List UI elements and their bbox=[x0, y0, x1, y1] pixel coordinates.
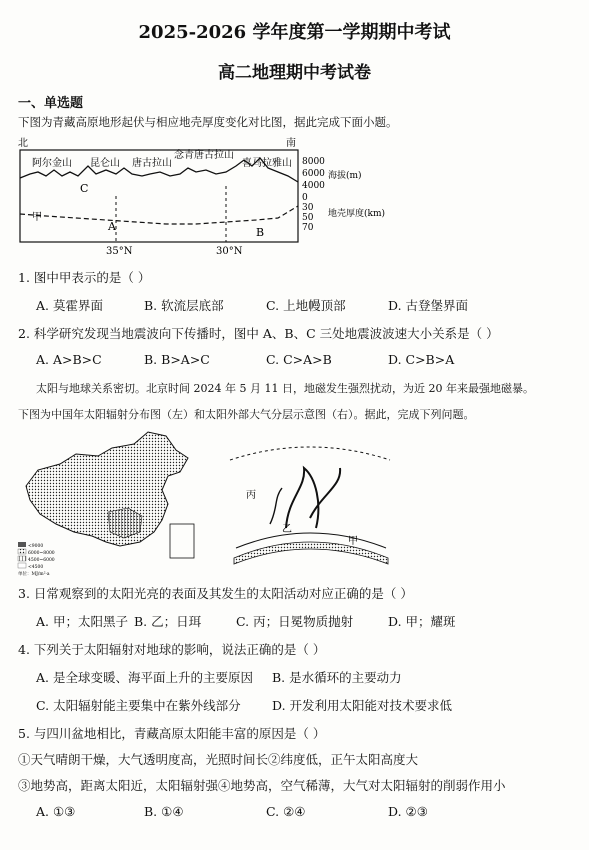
mountain-label: 念青唐古拉山 bbox=[174, 150, 234, 161]
q5-option-a[interactable]: A. ①③ bbox=[36, 804, 76, 819]
q5-statement-line: ①天气晴朗干燥，大气透明度高，光照时间长②纬度低，正午太阳高度大 bbox=[18, 752, 419, 767]
question-4: 4. 下列关于太阳辐射对地球的影响，说法正确的是（ ） bbox=[18, 642, 326, 657]
q2-option-b[interactable]: B. B>A>C bbox=[144, 352, 210, 367]
q3-option-b[interactable]: B. 乙；日珥 bbox=[134, 614, 202, 629]
photosphere-band bbox=[234, 542, 388, 564]
exam-title: 2025-2026 学年度第一学期期中考试 bbox=[138, 22, 451, 43]
jia-label: 甲 bbox=[348, 536, 358, 547]
scale-label: 海拔(m) bbox=[328, 171, 362, 181]
scale-value: 30 bbox=[302, 203, 314, 213]
q4-option-d[interactable]: D. 开发利用太阳能对技术要求低 bbox=[272, 698, 453, 713]
q4-option-a[interactable]: A. 是全球变暖、海平面上升的主要原因 bbox=[36, 670, 253, 685]
sun-atmosphere-figure bbox=[226, 438, 394, 578]
question-1: 1. 图中甲表示的是（ ） bbox=[18, 270, 151, 285]
point-a-label: A bbox=[108, 220, 116, 233]
q1-option-c[interactable]: C. 上地幔顶部 bbox=[266, 298, 346, 313]
question-3: 3. 日常观察到的太阳光亮的表面及其发生的太阳活动对应正确的是（ ） bbox=[18, 586, 413, 601]
scale-value: 8000 bbox=[302, 157, 325, 167]
section-heading: 一、单选题 bbox=[18, 96, 84, 111]
bing-label: 丙 bbox=[246, 490, 256, 501]
jia-label: 甲 bbox=[32, 212, 42, 223]
scale-value: 0 bbox=[302, 193, 308, 203]
question-5: 5. 与四川盆地相比，青藏高原太阳能丰富的原因是（ ） bbox=[18, 726, 326, 741]
legend-entry: 6000~8000 bbox=[28, 551, 55, 556]
scale-value: 50 bbox=[302, 213, 314, 223]
scale-value: 6000 bbox=[302, 169, 325, 179]
mountain-label: 喜马拉雅山 bbox=[242, 158, 292, 169]
intro-text-1: 下图为青藏高原地形起伏与相应地壳厚度变化对比图，据此完成下面小题。 bbox=[18, 115, 398, 129]
mountain-label: 阿尔金山 bbox=[32, 158, 72, 169]
q4-option-c[interactable]: C. 太阳辐射能主要集中在紫外线部分 bbox=[36, 698, 241, 713]
yi-label: 乙 bbox=[282, 524, 292, 535]
scale-value: 4000 bbox=[302, 181, 325, 191]
legend-entry: <4500 bbox=[28, 565, 44, 570]
intro-text-2b: 下图为中国年太阳辐射分布图（左）和太阳外部大气分层示意图（右）。据此，完成下列问题。 bbox=[18, 408, 475, 421]
q4-option-b[interactable]: B. 是水循环的主要动力 bbox=[272, 670, 402, 685]
scale-label: 地壳厚度(km) bbox=[328, 209, 386, 219]
q2-option-c[interactable]: C. C>A>B bbox=[266, 352, 332, 367]
scale-value: 70 bbox=[302, 223, 314, 233]
south-china-sea-inset bbox=[170, 524, 194, 558]
exam-subtitle: 高二地理期中考试卷 bbox=[218, 63, 371, 83]
mountain-label: 昆仑山 bbox=[90, 158, 120, 169]
q3-option-c[interactable]: C. 丙；日冕物质抛射 bbox=[236, 614, 354, 629]
north-label: 北 bbox=[18, 138, 28, 149]
q5-statement-line: ③地势高，距离太阳近，太阳辐射强④地势高，空气稀薄，大气对太阳辐射的削弱作用小 bbox=[18, 778, 506, 793]
q3-option-d[interactable]: D. 甲；耀斑 bbox=[388, 614, 456, 629]
plateau-profile-figure bbox=[16, 136, 396, 256]
point-c-label: C bbox=[80, 182, 89, 195]
china-outline bbox=[26, 432, 188, 546]
q1-option-a[interactable]: A. 莫霍界面 bbox=[36, 298, 103, 313]
crust-boundary-line bbox=[20, 206, 298, 224]
q2-option-a[interactable]: A. A>B>C bbox=[36, 352, 102, 367]
q3-option-a[interactable]: A. 甲；太阳黑子 bbox=[36, 614, 128, 629]
china-solar-radiation-map bbox=[16, 428, 206, 576]
question-2: 2. 科学研究发现当地震波向下传播时，图中 A、B、C 三处地震波波速大小关系是（ ） bbox=[18, 326, 499, 341]
point-b-label: B bbox=[256, 226, 265, 239]
lat-35-label: 35°N bbox=[106, 246, 133, 256]
south-label: 南 bbox=[286, 138, 296, 149]
legend-entry: 4500~6000 bbox=[28, 558, 55, 563]
legend-entry: <9000 bbox=[28, 544, 44, 549]
mountain-label: 唐古拉山 bbox=[132, 158, 172, 169]
q5-option-d[interactable]: D. ②③ bbox=[388, 804, 428, 819]
q5-option-c[interactable]: C. ②④ bbox=[266, 804, 306, 819]
q2-option-d[interactable]: D. C>B>A bbox=[388, 352, 455, 367]
lat-30-label: 30°N bbox=[216, 246, 243, 256]
intro-text-2a: 太阳与地球关系密切。北京时间 2024 年 5 月 11 日，地磁发生强烈扰动，为近 20 年来最强地磁暴。 bbox=[36, 382, 534, 395]
q1-option-b[interactable]: B. 软流层底部 bbox=[144, 298, 224, 313]
q5-option-b[interactable]: B. ①④ bbox=[144, 804, 184, 819]
legend-unit: 单位：MJ/m²·a bbox=[18, 572, 50, 576]
q1-option-d[interactable]: D. 古登堡界面 bbox=[388, 298, 469, 313]
prominence-shape bbox=[286, 468, 318, 528]
